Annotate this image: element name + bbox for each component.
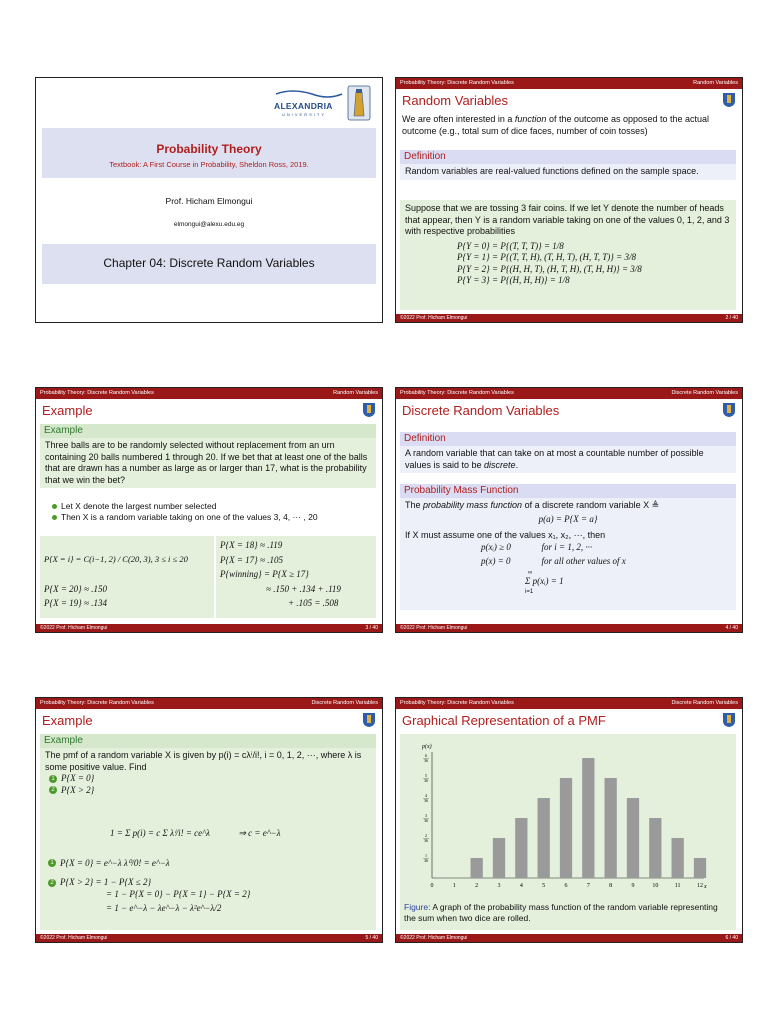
footer-left: ©2022 Prof. Hicham Elmongui (400, 935, 468, 941)
x-tick-label: 9 (631, 883, 635, 889)
crest-icon (722, 712, 736, 728)
intro-text (402, 114, 734, 137)
def-em: discrete (484, 459, 516, 470)
pmf-text (405, 500, 731, 512)
example-text: Three balls are to be randomly selected without replacement from an urn containing 20 balls numbered 1 through 20. If we bet that at least one of the balls that are drawn has a number as large as or larger than 17, what is the probability that we win the bet? (40, 438, 376, 488)
slide-footer (396, 934, 742, 942)
y-tick-label (423, 773, 429, 783)
slide-title: Graphical Representation of a PMF (402, 713, 606, 728)
author-name: Prof. Hicham Elmongui (165, 196, 253, 206)
crest-icon (722, 402, 736, 418)
footer-left: ©2022 Prof. Hicham Elmongui (400, 315, 468, 321)
slide-random-variables (395, 77, 743, 323)
x-tick-label: 7 (586, 883, 590, 889)
x-tick-label: 8 (609, 883, 613, 889)
bar-11 (672, 838, 684, 878)
bar-8 (605, 778, 617, 878)
example-block (400, 200, 736, 310)
header-left: Probability Theory: Discrete Random Variables (40, 390, 154, 396)
sum-upper-limit: ∞ (528, 569, 533, 576)
list-item (49, 785, 371, 797)
slide-title: Example (42, 713, 93, 728)
figure-caption (404, 902, 730, 924)
figure-block (400, 734, 736, 930)
example-text: Suppose that we are tossing 3 fair coins. If we let Y denote the number of heads that appear, then Y is a random variable taking on one of the values 0, 1, 2, and 3 with respective probabilities (405, 203, 730, 236)
assume-text: If X must assume one of the values x₁, x₂, ···, then (405, 530, 606, 540)
x-tick-label: 5 (542, 883, 546, 889)
header-right: Discrete Random Variables (671, 390, 738, 396)
p-x-17: P{X = 17} ≈ .105 (220, 554, 283, 565)
x-tick-label: 0 (430, 883, 434, 889)
slide-footer (36, 934, 382, 942)
pmf-label: Probability Mass Function (400, 484, 736, 498)
intro-em: function (514, 114, 547, 124)
x-tick-label: 1 (452, 883, 456, 889)
bullet-icon (52, 515, 57, 520)
definition-block (400, 432, 736, 473)
caption-text: A graph of the probability mass function of the random variable representing the sum when two dice are rolled. (404, 902, 718, 923)
answer-2-line-1: P{X > 2} = 1 − P{X ≤ 2} (60, 877, 152, 887)
x-tick-label: 6 (564, 883, 568, 889)
answer-2-line-3: = 1 − e^−λ − λe^−λ − λ²e^−λ/2 (106, 903, 222, 913)
slide-example-balls (35, 387, 383, 633)
example-body (40, 748, 376, 824)
slide-discrete-rv (395, 387, 743, 633)
p-x-19: P{X = 19} ≈ .134 (44, 598, 107, 608)
condition-row-2 (481, 556, 731, 568)
footer-left: ©2022 Prof. Hicham Elmongui (400, 625, 468, 631)
equation-y2: P{Y = 2} = P{(H, H, T), (H, T, H), (T, H, H)} = 3/8 (457, 263, 642, 274)
solution-right-box (216, 536, 376, 618)
pmf-em: probability mass function (423, 500, 523, 510)
solution-left-box (40, 536, 214, 618)
x-tick-label: 4 (519, 883, 523, 889)
p-winning-sum: ≈ .150 + .134 + .119 (266, 583, 341, 594)
list-item (52, 501, 372, 512)
y-tick-label (423, 793, 429, 803)
condition-row-1 (481, 542, 731, 554)
number-bullet-icon: 1 (49, 775, 57, 783)
equation-y0: P{Y = 0} = P{(T, T, T)} = 1/8 (457, 240, 564, 251)
item-text: P{X = 0} (61, 773, 95, 783)
svg-text:36: 36 (424, 798, 428, 804)
example-label: Example (40, 424, 376, 438)
pmf-pre: The (405, 500, 424, 510)
svg-text:36: 36 (424, 818, 428, 824)
page-number: 4 / 40 (725, 625, 738, 631)
chapter-title: Chapter 04: Discrete Random Variables (103, 256, 315, 270)
bullet-text: Let X denote the largest number selected (61, 501, 217, 511)
bullet-icon (52, 504, 57, 509)
svg-text:36: 36 (424, 758, 428, 764)
svg-text:36: 36 (424, 778, 428, 784)
header-right: Discrete Random Variables (671, 700, 738, 706)
definition-label: Definition (400, 432, 736, 446)
slide-title (35, 77, 383, 323)
list-item (52, 512, 372, 523)
bar-7 (582, 758, 594, 878)
svg-text:4: 4 (425, 793, 427, 799)
pmf-post: of a discrete random variable X ≜ (522, 500, 660, 510)
normalization-equation: 1 = Σ p(i) = c Σ λⁱ/i! = ce^λ (110, 828, 210, 838)
sum-formula: Σ p(xᵢ) = 1 (525, 575, 564, 586)
header-left: Probability Theory: Discrete Random Variables (400, 390, 514, 396)
crest-icon (722, 92, 736, 108)
x-tick-label: 2 (475, 883, 479, 889)
page-number: 2 / 40 (725, 315, 738, 321)
p-winning-result: + .105 = .508 (288, 598, 339, 608)
logo-text: ALEXANDRIA (274, 101, 333, 111)
bullet-text: Then X is a random variable taking on one of the values 3, 4, ··· , 20 (61, 512, 318, 522)
header-right: Random Variables (333, 390, 378, 396)
header-left: Probability Theory: Discrete Random Variables (400, 700, 514, 706)
author-email: elmongui@alexu.edu.eg (173, 221, 245, 228)
slide-footer (396, 624, 742, 632)
slide-title: Discrete Random Variables (402, 403, 560, 418)
header-right: Random Variables (693, 80, 738, 86)
sum-lower-limit: i=1 (525, 588, 534, 595)
x-axis-label: x (704, 884, 707, 890)
cond2-lhs: p(x) = 0 (481, 556, 511, 566)
x-tick-label: 12 (697, 883, 703, 889)
intro-post: of the outcome as opposed to the actual outcome (e.g., total sum of dice faces, number of coin tosses) (402, 114, 710, 136)
svg-text:2: 2 (425, 833, 427, 839)
bar-9 (627, 798, 639, 878)
answer-1-text: P{X = 0} = e^−λ λ⁰/0! = e^−λ (60, 857, 170, 868)
header-left: Probability Theory: Discrete Random Variables (40, 700, 154, 706)
example-text: The pmf of a random variable X is given by p(i) = cλⁱ/i!, i = 0, 1, 2, ···, where λ is some positive value. Find (45, 750, 362, 772)
c-result: ⇒ c = e^−λ (238, 828, 281, 838)
p-winning: P{winning} = P{X ≥ 17} (220, 569, 309, 579)
bullet-list (52, 501, 372, 523)
svg-text:3: 3 (425, 813, 427, 819)
svg-text:1: 1 (425, 853, 427, 859)
slide-title: Example (42, 403, 93, 418)
y-axis-label: p(x) (422, 744, 432, 750)
bar-12 (694, 858, 706, 878)
sum-row (110, 828, 368, 840)
answer-1 (48, 858, 368, 870)
page-number: 6 / 40 (725, 935, 738, 941)
slide-title: Random Variables (402, 93, 508, 108)
y-tick-label (423, 753, 429, 763)
cond1-lhs: p(xᵢ) ≥ 0 (481, 541, 511, 552)
cond2-rhs: for all other values of x (541, 556, 626, 566)
slide-header (36, 388, 382, 399)
bar-6 (560, 778, 572, 878)
y-tick-label (423, 833, 429, 843)
svg-text:36: 36 (424, 838, 428, 844)
solution-box (40, 820, 376, 930)
number-bullet-icon: 1 (48, 859, 56, 867)
number-bullet-icon: 2 (49, 786, 57, 794)
x-tick-label: 10 (652, 883, 659, 889)
crest-icon (362, 712, 376, 728)
pmf-body (400, 498, 736, 610)
definition-label: Definition (400, 150, 736, 164)
university-logo (272, 84, 378, 124)
x-tick-label: 11 (674, 883, 681, 889)
example-label: Example (40, 734, 376, 748)
item-text: P{X > 2} (61, 784, 95, 795)
pmf-bar-chart (400, 734, 736, 894)
pmf-equation: p(a) = P{X = a} (538, 513, 598, 524)
slide-footer (396, 314, 742, 322)
page-number: 3 / 40 (365, 625, 378, 631)
sum-equation (525, 569, 731, 595)
definition-block (400, 150, 736, 180)
p-x-18: P{X = 18} ≈ .119 (220, 540, 283, 550)
example-block (40, 734, 376, 824)
page-number: 5 / 40 (365, 935, 378, 941)
slide-footer (36, 624, 382, 632)
p-x-20: P{X = 20} ≈ .150 (44, 583, 107, 594)
equation-y1: P{Y = 1} = P{(T, T, H), (T, H, T), (H, T, T)} = 3/8 (457, 252, 636, 262)
footer-left: ©2022 Prof. Hicham Elmongui (40, 935, 108, 941)
answer-2 (48, 877, 368, 889)
svg-text:36: 36 (424, 858, 428, 864)
bar-4 (515, 818, 527, 878)
logo-subtext: UNIVERSITY (282, 112, 327, 117)
slide-header (396, 388, 742, 399)
equation-y3: P{Y = 3} = P{(H, H, H)} = 1/8 (457, 275, 570, 285)
answer-2-line-2: = 1 − P{X = 0} − P{X = 1} − P{X = 2} (106, 888, 251, 899)
slide-pmf-graph (395, 697, 743, 943)
header-left: Probability Theory: Discrete Random Variables (400, 80, 514, 86)
presentation-subtitle: Textbook: A First Course in Probability, Sheldon Ross, 2019. (109, 160, 309, 169)
slide-header (396, 698, 742, 709)
bar-2 (471, 858, 483, 878)
list-item (49, 773, 371, 785)
svg-text:6: 6 (425, 753, 427, 759)
number-bullet-icon: 2 (48, 879, 56, 887)
crest-icon (362, 402, 376, 418)
intro-pre: We are often interested in a (402, 114, 515, 124)
def-post: . (515, 459, 519, 470)
bar-5 (538, 798, 550, 878)
pmf-block (400, 484, 736, 610)
header-right: Discrete Random Variables (311, 700, 378, 706)
bar-10 (649, 818, 661, 878)
slide-header (36, 698, 382, 709)
y-tick-label (423, 853, 429, 863)
definition-text (400, 446, 736, 473)
slide-example-poisson (35, 697, 383, 943)
presentation-title: Probability Theory (156, 142, 262, 156)
x-tick-label: 3 (497, 883, 501, 889)
def-pre: A random variable that can take on at most a countable number of possible values is said to be (405, 448, 704, 470)
pmf-equation: P{X = i} = C(i−1, 2) / C(20, 3), 3 ≤ i ≤ 20 (44, 554, 188, 564)
slide-header (396, 78, 742, 89)
definition-text: Random variables are real-valued functions defined on the sample space. (400, 164, 736, 180)
y-tick-label (423, 813, 429, 823)
bar-3 (493, 838, 505, 878)
svg-text:5: 5 (425, 773, 427, 779)
caption-label: Figure: (404, 902, 431, 912)
example-block (40, 424, 376, 488)
cond1-rhs: for i = 1, 2, ··· (541, 541, 593, 552)
footer-left: ©2022 Prof. Hicham Elmongui (40, 625, 108, 631)
